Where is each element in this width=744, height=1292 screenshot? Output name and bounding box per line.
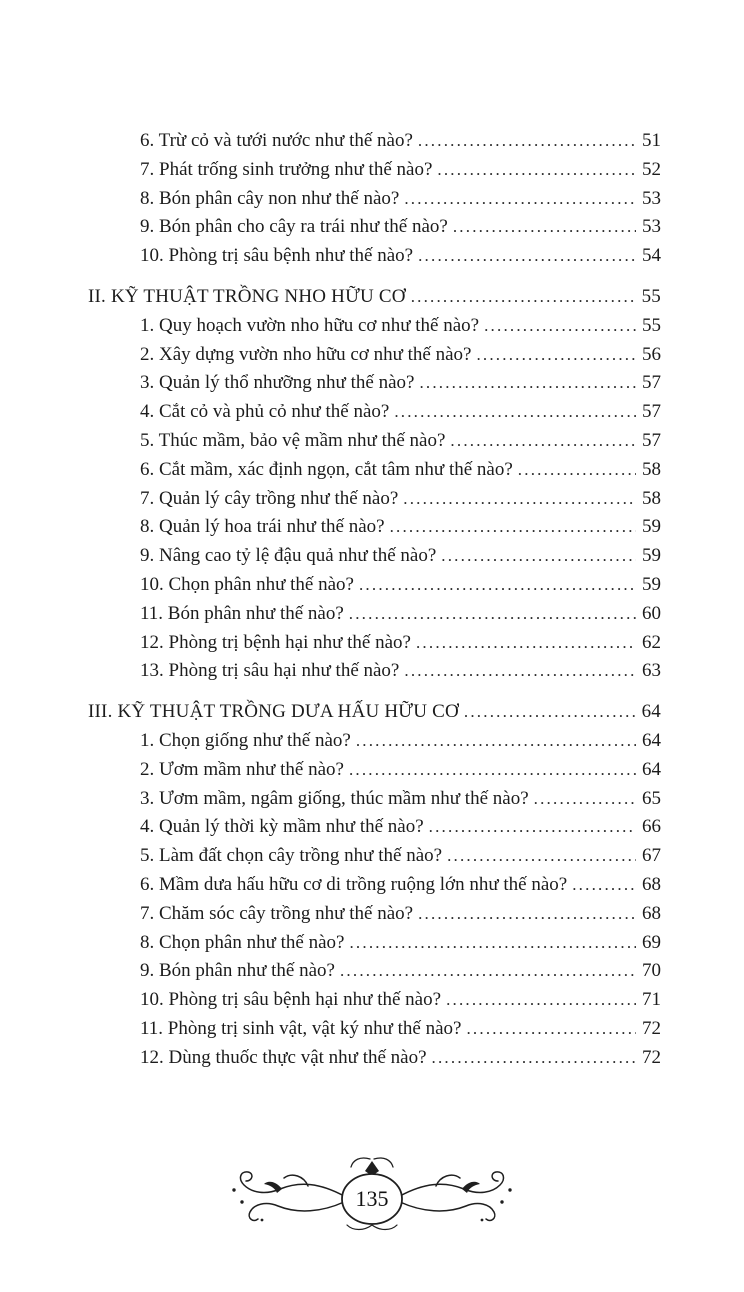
toc-entry bbox=[88, 156, 661, 185]
toc-entry bbox=[88, 341, 661, 370]
toc-entry-label: 12. Dùng thuốc thực vật như thế nào? bbox=[140, 1046, 427, 1068]
toc-entry bbox=[88, 698, 661, 727]
toc-entry bbox=[88, 398, 661, 427]
toc-entry bbox=[88, 485, 661, 514]
toc-entry-label: 10. Phòng trị sâu bệnh hại như thế nào? bbox=[140, 989, 442, 1011]
toc-entry bbox=[88, 727, 661, 756]
toc-entry-page: 59 bbox=[642, 545, 661, 567]
toc-entry bbox=[88, 657, 661, 686]
toc-entry-label: 4. Quản lý thời kỳ mầm như thế nào? bbox=[140, 816, 424, 838]
toc-entry-label: 3. Ươm mầm, ngâm giống, thúc mầm như thế nào? bbox=[140, 787, 529, 809]
toc-entry-page: 72 bbox=[642, 1017, 661, 1039]
dot-leader bbox=[349, 600, 636, 629]
dot-leader bbox=[534, 785, 636, 814]
toc-entry-page: 57 bbox=[642, 372, 661, 394]
dot-leader bbox=[340, 957, 636, 986]
toc-entry-page: 63 bbox=[642, 660, 661, 682]
dot-leader bbox=[404, 657, 636, 686]
dot-leader bbox=[453, 213, 636, 242]
dot-leader bbox=[419, 369, 636, 398]
dot-leader bbox=[404, 185, 636, 214]
toc-entry bbox=[88, 127, 661, 156]
toc-entry-page: 57 bbox=[642, 401, 661, 423]
dot-leader bbox=[441, 542, 636, 571]
dot-leader bbox=[418, 242, 636, 271]
toc-entry-label: 7. Chăm sóc cây trồng như thế nào? bbox=[140, 902, 414, 924]
toc-entry-label: III. KỸ THUẬT TRỒNG DƯA HẤU HỮU CƠ bbox=[88, 701, 459, 723]
toc-entry bbox=[88, 600, 661, 629]
toc-entry-page: 59 bbox=[642, 573, 661, 595]
dot-leader bbox=[466, 1015, 636, 1044]
dot-leader bbox=[403, 485, 636, 514]
toc-entry bbox=[88, 283, 661, 312]
dot-leader bbox=[349, 756, 636, 785]
toc-entry bbox=[88, 929, 661, 958]
dot-leader bbox=[484, 312, 636, 341]
toc-entry bbox=[88, 957, 661, 986]
dot-leader bbox=[418, 127, 636, 156]
bottom-swirl-icon bbox=[347, 1225, 397, 1230]
footer-ornament bbox=[222, 1150, 522, 1238]
toc-entry-page: 58 bbox=[642, 487, 661, 509]
toc-entry bbox=[88, 456, 661, 485]
toc-entry bbox=[88, 785, 661, 814]
toc-entry-label: 6. Trừ cỏ và tưới nước như thế nào? bbox=[140, 130, 413, 151]
toc-entry-label: 1. Quy hoạch vườn nho hữu cơ như thế nào? bbox=[140, 314, 480, 336]
page-number: 135 bbox=[355, 1186, 389, 1211]
toc-entry-label: 6. Mầm dưa hấu hữu cơ di trồng ruộng lớn như thế nào? bbox=[140, 873, 568, 895]
toc-entry-page: 68 bbox=[642, 873, 661, 895]
toc-entry-label: 5. Làm đất chọn cây trồng như thế nào? bbox=[140, 845, 443, 867]
toc-entry-label: II. KỸ THUẬT TRỒNG NHO HỮU CƠ bbox=[88, 285, 406, 307]
toc-entry bbox=[88, 369, 661, 398]
toc-entry-page: 62 bbox=[642, 631, 661, 653]
toc-entry-page: 54 bbox=[642, 245, 661, 267]
toc-entry-page: 59 bbox=[642, 516, 661, 538]
dot-leader bbox=[416, 629, 636, 658]
toc-entry-page: 69 bbox=[642, 931, 661, 953]
toc-entry-label: 4. Cắt cỏ và phủ cỏ như thế nào? bbox=[140, 401, 390, 423]
toc-entry bbox=[88, 312, 661, 341]
toc-entry-label: 10. Phòng trị sâu bệnh như thế nào? bbox=[140, 245, 414, 267]
flourish-left-icon bbox=[232, 1172, 344, 1221]
dot-leader bbox=[447, 842, 636, 871]
toc-entry-label: 3. Quản lý thổ nhưỡng như thế nào? bbox=[140, 372, 415, 394]
toc-entry bbox=[88, 813, 661, 842]
footer-flourish-graphic bbox=[222, 1150, 522, 1238]
toc-entry bbox=[88, 871, 661, 900]
dot-leader bbox=[356, 727, 636, 756]
toc-list bbox=[88, 127, 661, 1073]
toc-entry bbox=[88, 756, 661, 785]
toc-entry-label: 7. Quản lý cây trồng như thế nào? bbox=[140, 487, 399, 509]
dot-leader bbox=[349, 929, 636, 958]
toc-entry-label: 6. Cắt mầm, xác định ngọn, cắt tâm như thế nào? bbox=[140, 458, 513, 480]
dot-leader bbox=[411, 283, 636, 312]
dot-leader bbox=[432, 1044, 636, 1073]
toc-entry bbox=[88, 242, 661, 271]
toc-entry-page: 55 bbox=[641, 285, 661, 307]
toc-entry bbox=[88, 629, 661, 658]
toc-entry-page: 72 bbox=[642, 1046, 661, 1068]
dot-leader bbox=[429, 813, 636, 842]
dot-leader bbox=[476, 341, 636, 370]
toc-entry-label: 10. Chọn phân như thế nào? bbox=[140, 573, 354, 595]
dot-leader bbox=[359, 571, 636, 600]
dot-leader bbox=[450, 427, 636, 456]
toc-entry-page: 64 bbox=[642, 729, 661, 751]
dot-leader bbox=[437, 156, 636, 185]
toc-entry-page: 55 bbox=[642, 314, 661, 336]
toc-entry-label: 8. Quản lý hoa trái như thế nào? bbox=[140, 516, 385, 538]
toc-entry-page: 71 bbox=[642, 989, 661, 1011]
toc-entry bbox=[88, 185, 661, 214]
toc-entry-label: 5. Thúc mầm, bảo vệ mầm như thế nào? bbox=[140, 429, 446, 451]
toc-entry bbox=[88, 900, 661, 929]
toc-entry-page: 52 bbox=[642, 158, 661, 180]
dot-leader bbox=[518, 456, 636, 485]
toc-entry-page: 64 bbox=[641, 701, 661, 723]
toc-entry-page: 53 bbox=[642, 187, 661, 209]
toc-entry-label: 7. Phát trống sinh trưởng như thế nào? bbox=[140, 158, 433, 180]
toc-entry-label: 2. Xây dựng vườn nho hữu cơ như thế nào? bbox=[140, 343, 472, 365]
toc-entry-label: 11. Phòng trị sinh vật, vật ký như thế nào? bbox=[140, 1017, 462, 1039]
dot-leader bbox=[418, 900, 636, 929]
toc-entry-page: 64 bbox=[642, 758, 661, 780]
toc-entry-label: 9. Nâng cao tỷ lệ đậu quả như thế nào? bbox=[140, 545, 437, 567]
toc-entry-label: 8. Chọn phân như thế nào? bbox=[140, 931, 345, 953]
dot-leader bbox=[390, 513, 636, 542]
toc-entry-label: 12. Phòng trị bệnh hại như thế nào? bbox=[140, 631, 411, 653]
toc-entry bbox=[88, 542, 661, 571]
flourish-right-icon bbox=[400, 1172, 512, 1221]
toc-entry-label: 11. Bón phân như thế nào? bbox=[140, 602, 344, 624]
toc-entry-label: 9. Bón phân cho cây ra trái như thế nào? bbox=[140, 216, 448, 238]
toc-entry-page: 65 bbox=[642, 787, 661, 809]
toc-entry-page: 51 bbox=[642, 130, 661, 151]
toc-entry-page: 70 bbox=[642, 960, 661, 982]
toc-entry bbox=[88, 213, 661, 242]
toc-entry-label: 13. Phòng trị sâu hại như thế nào? bbox=[140, 660, 400, 682]
toc-entry-page: 67 bbox=[642, 845, 661, 867]
dot-leader bbox=[572, 871, 636, 900]
dot-leader bbox=[394, 398, 636, 427]
toc-entry-label: 2. Ươm mầm như thế nào? bbox=[140, 758, 344, 780]
toc-entry-page: 68 bbox=[642, 902, 661, 924]
toc-entry-label: 9. Bón phân như thế nào? bbox=[140, 960, 335, 982]
toc-entry-label: 8. Bón phân cây non như thế nào? bbox=[140, 187, 400, 209]
toc-entry bbox=[88, 842, 661, 871]
toc-entry bbox=[88, 1015, 661, 1044]
toc-entry-page: 56 bbox=[642, 343, 661, 365]
dot-leader bbox=[446, 986, 636, 1015]
toc-entry-label: 1. Chọn giống như thế nào? bbox=[140, 729, 351, 751]
toc-entry bbox=[88, 513, 661, 542]
toc-entry-page: 66 bbox=[642, 816, 661, 838]
toc-entry-page: 53 bbox=[642, 216, 661, 238]
toc-entry bbox=[88, 986, 661, 1015]
toc-entry-page: 57 bbox=[642, 429, 661, 451]
toc-entry-page: 60 bbox=[642, 602, 661, 624]
toc-entry bbox=[88, 1044, 661, 1073]
dot-leader bbox=[464, 698, 636, 727]
toc-entry bbox=[88, 427, 661, 456]
toc-entry bbox=[88, 571, 661, 600]
toc-entry-page: 58 bbox=[642, 458, 661, 480]
